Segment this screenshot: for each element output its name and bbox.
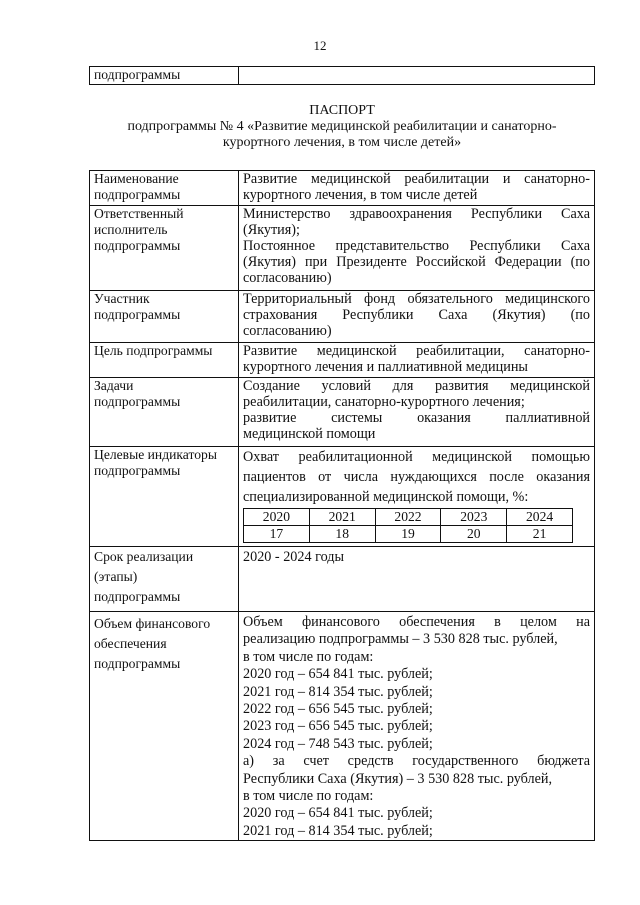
label-line: подпрограммы bbox=[94, 463, 181, 478]
value-cell bbox=[239, 206, 595, 291]
value-line: согласованию) bbox=[243, 270, 332, 287]
label-cell bbox=[90, 343, 239, 378]
value-line: Развитие медицинской реабилитации, санаторно- bbox=[243, 343, 590, 359]
value-line: (Якутия) при Президенте Российской Федерации (по bbox=[243, 254, 590, 271]
table-row bbox=[90, 447, 595, 547]
value-line: 2023 год – 656 545 тыс. рублей; bbox=[243, 718, 433, 735]
value-line: 2021 год – 814 354 тыс. рублей; bbox=[243, 683, 433, 700]
value-line: согласованию) bbox=[243, 323, 332, 340]
indicator-values-row bbox=[244, 526, 573, 543]
value-line: 2021 год – 814 354 тыс. рублей; bbox=[243, 822, 433, 839]
label-line: подпрограммы bbox=[94, 656, 181, 671]
passport-heading bbox=[89, 103, 595, 151]
value-line: 2022 год – 656 545 тыс. рублей; bbox=[243, 701, 433, 718]
value-line: в том числе по годам: bbox=[243, 648, 374, 665]
label-line: подпрограммы bbox=[94, 394, 181, 409]
label-line: подпрограммы bbox=[94, 307, 181, 322]
label-line: подпрограммы bbox=[94, 238, 181, 253]
year-cell: 2024 bbox=[507, 509, 573, 526]
label-line: Наименование bbox=[94, 171, 179, 186]
table-row bbox=[90, 291, 595, 343]
value-line: (Якутия); bbox=[243, 222, 300, 239]
value-line: Создание условий для развития медицинской bbox=[243, 378, 590, 394]
value-cell bbox=[239, 447, 595, 547]
label-line: Ответственный bbox=[94, 206, 184, 221]
label-line: Участник bbox=[94, 291, 150, 306]
label-cell bbox=[90, 547, 239, 612]
value-cell: 21 bbox=[507, 526, 573, 543]
label-cell bbox=[90, 612, 239, 841]
value-cell bbox=[239, 291, 595, 343]
label-line: Целевые индикаторы bbox=[94, 447, 217, 462]
value-line: Развитие медицинской реабилитации и санаторно- bbox=[243, 171, 590, 187]
label-cell bbox=[90, 291, 239, 343]
label-line: обеспечения bbox=[94, 636, 167, 651]
value-cell bbox=[239, 547, 595, 612]
passport-title: ПАСПОРТ bbox=[309, 103, 375, 118]
value-line: Объем финансового обеспечения в целом на bbox=[243, 614, 590, 630]
year-cell: 2020 bbox=[244, 509, 310, 526]
value-cell bbox=[239, 378, 595, 447]
label-line: Цель подпрограммы bbox=[94, 343, 213, 358]
year-cell: 2021 bbox=[309, 509, 375, 526]
value-line: реализацию подпрограммы – 3 530 828 тыс. рублей, bbox=[243, 631, 558, 648]
year-cell: 2022 bbox=[375, 509, 441, 526]
page-number: 12 bbox=[313, 38, 327, 53]
value-line: Постоянное представительство Республики Саха bbox=[243, 238, 590, 255]
label-line: исполнитель bbox=[94, 222, 168, 237]
label-cell bbox=[90, 171, 239, 206]
label-line: подпрограммы bbox=[94, 187, 181, 202]
value-line: Министерство здравоохранения Республики Саха bbox=[243, 206, 590, 222]
passport-table bbox=[89, 170, 595, 841]
value-line: медицинской помощи bbox=[243, 426, 376, 443]
label-line: Задачи bbox=[94, 378, 134, 393]
label-cell bbox=[90, 206, 239, 291]
value-line: 2020 год – 654 841 тыс. рублей; bbox=[243, 666, 433, 683]
value-line: Охват реабилитационной медицинской помощью bbox=[243, 449, 590, 465]
value-line: пациентов от числа нуждающихся после оказания bbox=[243, 469, 590, 485]
value-cell: 18 bbox=[309, 526, 375, 543]
subprogram-title-line: подпрограммы № 4 «Развитие медицинской реабилитации и санаторно- bbox=[127, 119, 557, 134]
indicator-years-row bbox=[244, 509, 573, 526]
label-cell bbox=[90, 447, 239, 547]
value-cell: 20 bbox=[441, 526, 507, 543]
value-line: страхования Республики Саха (Якутия) (по bbox=[243, 307, 590, 324]
value-cell bbox=[239, 67, 595, 85]
table-row bbox=[90, 378, 595, 447]
label-line: (этапы) bbox=[94, 569, 138, 584]
continuation-table bbox=[89, 66, 595, 85]
value-cell bbox=[239, 171, 595, 206]
label-line: Срок реализации bbox=[94, 549, 194, 564]
value-cell bbox=[239, 343, 595, 378]
subprogram-title-line: курортного лечения, в том числе детей» bbox=[222, 135, 462, 150]
indicator-values-table bbox=[243, 508, 573, 543]
table-row bbox=[90, 612, 595, 841]
value-line: специализированной медицинской помощи, %: bbox=[243, 489, 529, 505]
value-cell: 17 bbox=[244, 526, 310, 543]
value-line: Территориальный фонд обязательного медицинского bbox=[243, 291, 590, 307]
table-row bbox=[90, 171, 595, 206]
value-line: а) за счет средств государственного бюджета bbox=[243, 753, 590, 770]
value-cell: 19 bbox=[375, 526, 441, 543]
table-row bbox=[90, 67, 595, 85]
value-line: в том числе по годам: bbox=[243, 788, 374, 805]
label-line: Объем финансового bbox=[94, 616, 211, 631]
label-cell bbox=[90, 378, 239, 447]
value-line: Республики Саха (Якутия) – 3 530 828 тыс. рублей, bbox=[243, 770, 553, 787]
table-row bbox=[90, 343, 595, 378]
year-cell: 2023 bbox=[441, 509, 507, 526]
value-line: 2024 год – 748 543 тыс. рублей; bbox=[243, 735, 433, 752]
value-line: развитие системы оказания паллиативной bbox=[243, 410, 590, 427]
value-cell bbox=[239, 612, 595, 841]
value-line: курортного лечения и паллиативной медицины bbox=[243, 359, 528, 376]
value-line: реабилитации, санаторно-курортного лечения; bbox=[243, 394, 525, 411]
table-row bbox=[90, 206, 595, 291]
table-row bbox=[90, 547, 595, 612]
value-line: курортного лечения, в том числе детей bbox=[243, 187, 478, 204]
value-line: 2020 год – 654 841 тыс. рублей; bbox=[243, 805, 433, 822]
label-cell: подпрограммы bbox=[90, 67, 239, 85]
label-line: подпрограммы bbox=[94, 589, 181, 604]
value-line: 2020 - 2024 годы bbox=[243, 549, 345, 565]
